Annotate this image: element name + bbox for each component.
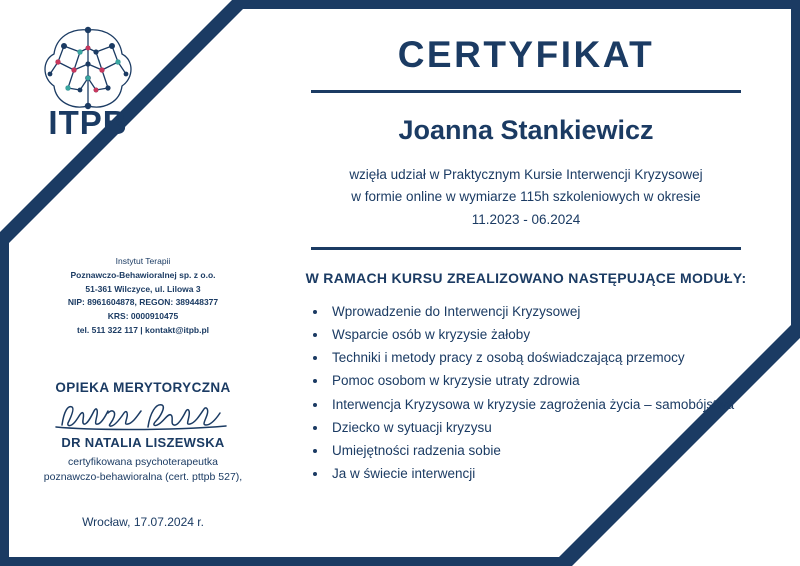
divider-bottom — [311, 247, 741, 250]
modules-list — [310, 300, 776, 486]
recipient-name: Joanna Stankiewicz — [398, 115, 654, 145]
module-item: • Pomoc osobom w kryzysie utraty zdrowia — [328, 369, 776, 392]
supervisor-description-line: certyfikowana psychoterapeutka — [68, 455, 218, 468]
company-line: 51-361 Wilczyce, ul. Lilowa 3 — [85, 283, 201, 294]
supervision-title: OPIEKA MERYTORYCZNA — [55, 379, 231, 395]
modules-header: W RAMACH KURSU ZREALIZOWANO NASTĘPUJĄCE MODUŁY: — [305, 269, 747, 286]
module-item: • Techniki i metody pracy z osobą doświadczającą przemocy — [328, 346, 776, 369]
description-line: 11.2023 - 06.2024 — [471, 211, 581, 227]
description-line: wzięła udział w Praktycznym Kursie Interwencji Kryzysowej — [349, 167, 703, 182]
module-item: • Interwencja Kryzysowa w kryzysie zagrożenia życia – samobójstwa — [328, 393, 776, 416]
company-line: Instytut Terapii — [115, 256, 171, 266]
supervisor-description-line: poznawczo-behawioralna (cert. pttpb 527), — [43, 470, 243, 483]
company-line: Poznawczo-Behawioralnej sp. z o.o. — [70, 269, 216, 280]
module-item: • Dziecko w sytuacji kryzysu — [328, 416, 776, 439]
company-line: KRS: 0000910475 — [107, 311, 179, 322]
left-column — [14, 255, 272, 529]
module-item: • Ja w świecie interwencji — [328, 462, 776, 485]
module-item: • Wprowadzenie do Interwencji Kryzysowej — [328, 300, 776, 323]
module-item: • Wsparcie osób w kryzysie żałoby — [328, 323, 776, 346]
supervisor-name: DR NATALIA LISZEWSKA — [61, 434, 225, 450]
company-line: NIP: 8961604878, REGON: 389448377 — [67, 297, 219, 308]
company-line: tel. 511 322 117 | kontakt@itpb.pl — [76, 324, 210, 335]
right-column — [276, 0, 776, 566]
company-info-block — [14, 255, 272, 338]
module-item: • Umiejętności radzenia sobie — [328, 439, 776, 462]
supervisor-description — [14, 455, 272, 485]
place-and-date: Wrocław, 17.07.2024 r. — [82, 515, 204, 530]
logo-brand-text: ITPB — [48, 104, 128, 141]
divider-top — [311, 90, 741, 93]
handwritten-signature — [14, 397, 272, 433]
certificate-description — [276, 164, 776, 231]
certificate-title: CERTYFIKAT — [397, 34, 655, 75]
description-line: w formie online w wymiarze 115h szkoleniowych w okresie — [351, 189, 701, 205]
